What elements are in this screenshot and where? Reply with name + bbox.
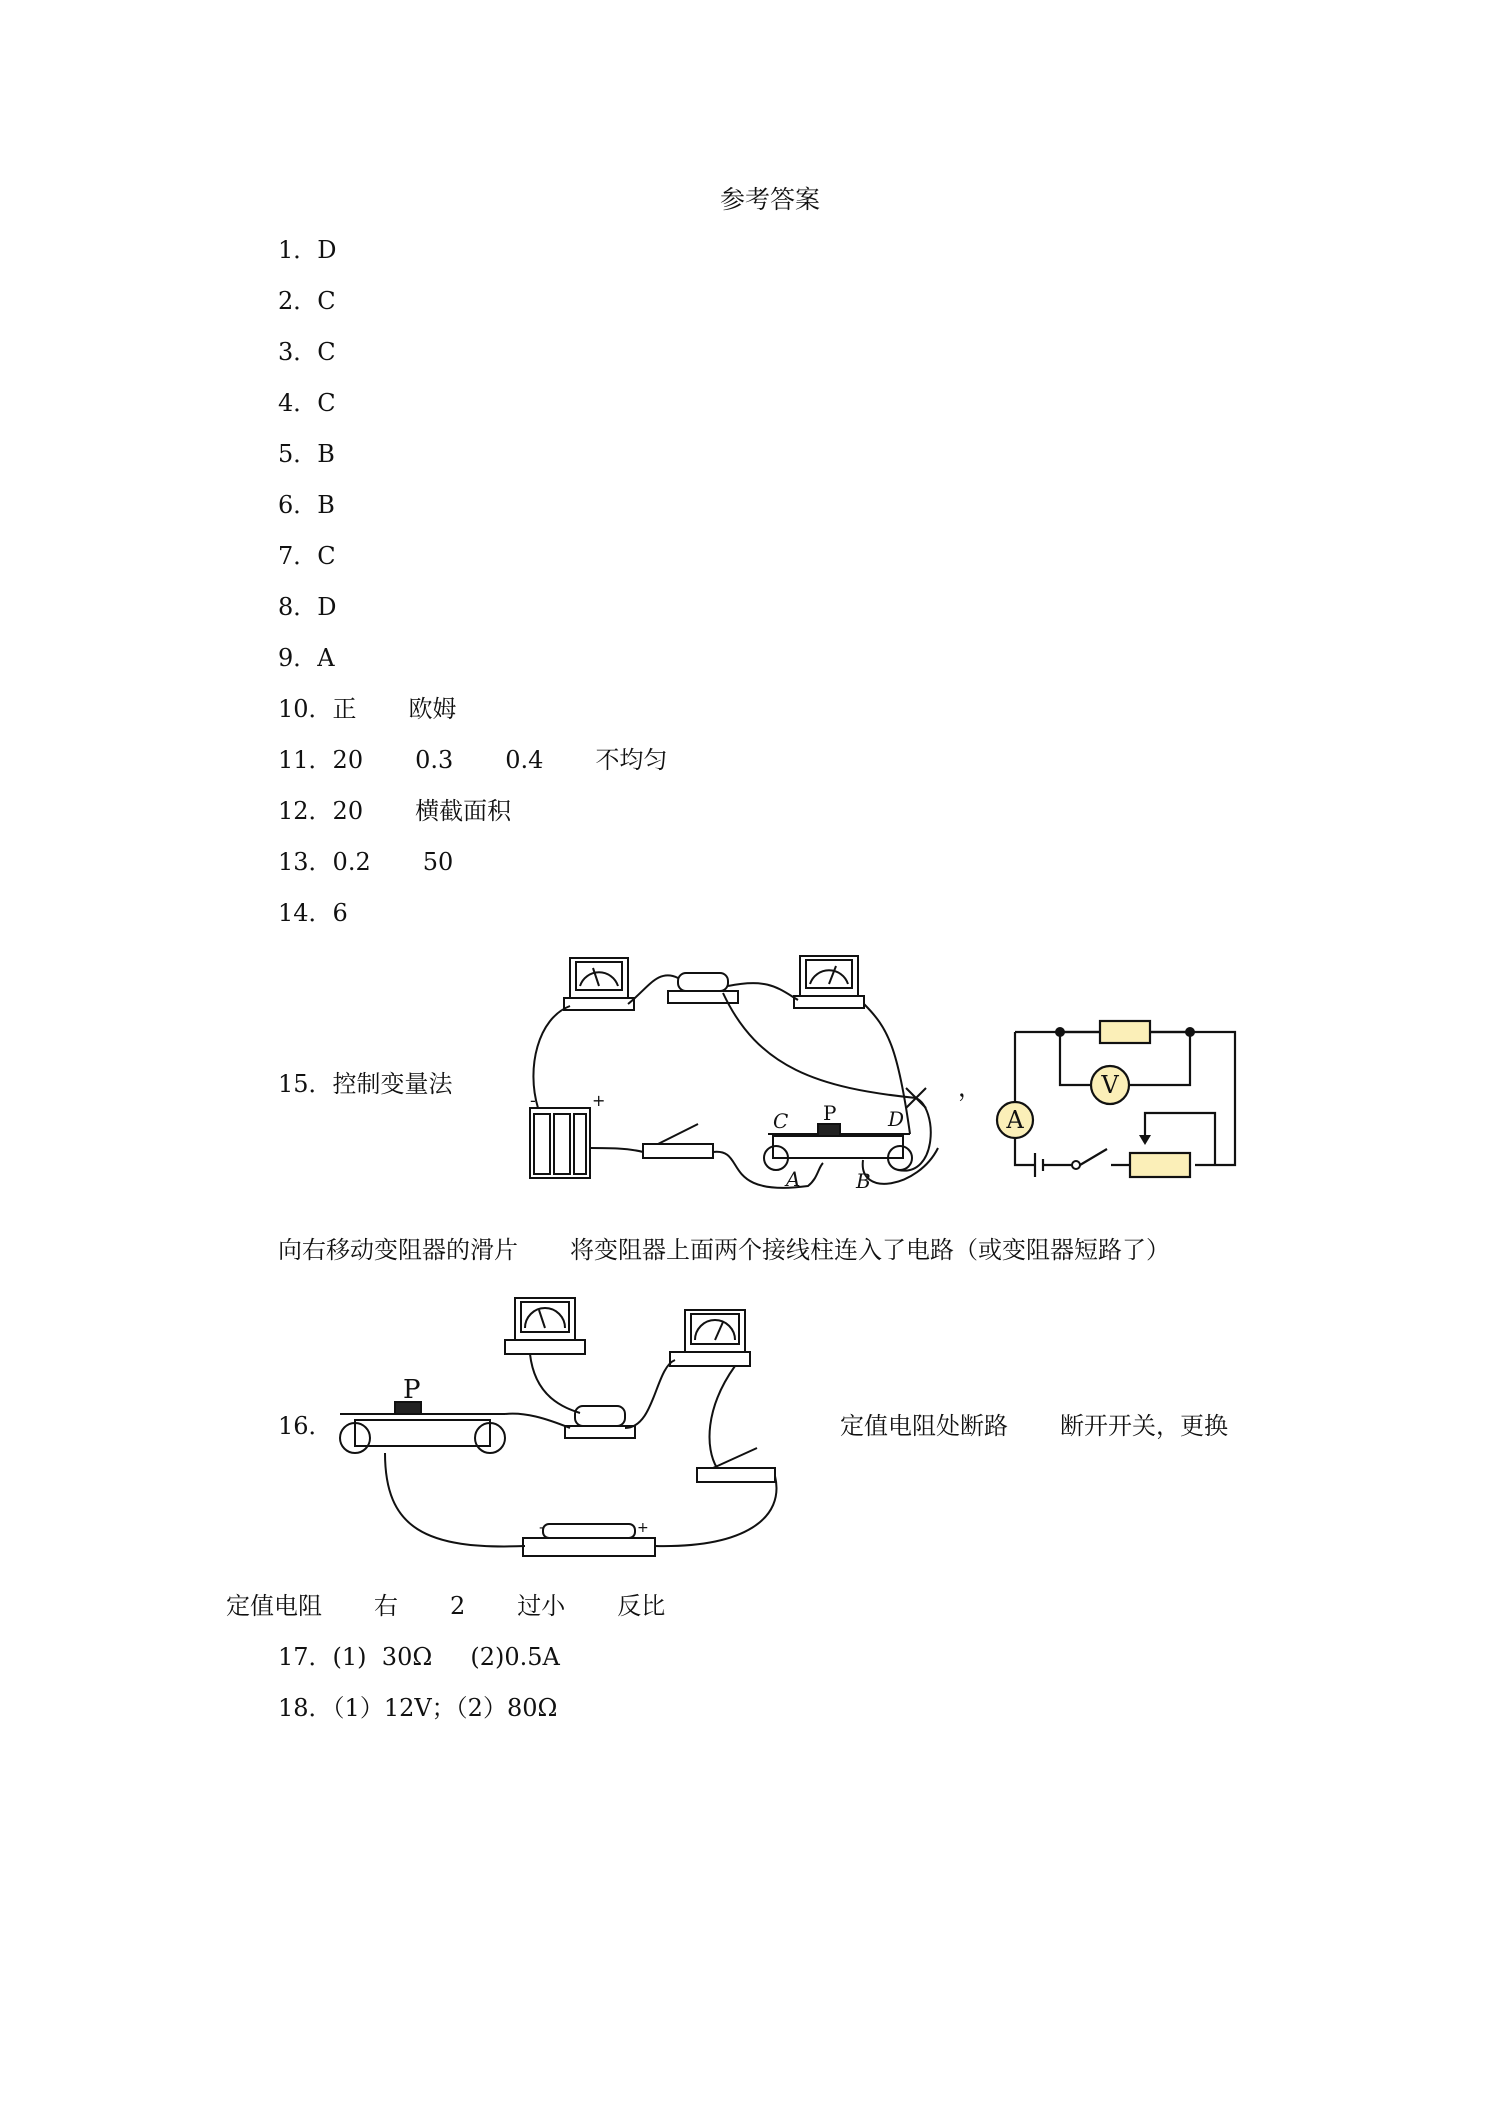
ammeter-label: A: [1006, 1106, 1024, 1134]
answer-15-text: 15．控制变量法: [278, 1070, 453, 1098]
answer-8: 8．D: [278, 593, 337, 621]
voltmeter-label: V: [1101, 1071, 1119, 1099]
battery-minus-label-16: -: [539, 1520, 545, 1536]
answer-14: 14．6: [278, 899, 348, 927]
answer-9: 9．A: [278, 644, 335, 672]
answer-13: 13．0.2 50: [278, 848, 454, 876]
answer-17: 17．(1) 30Ω (2)0.5A: [278, 1643, 560, 1671]
answer-7: 7．C: [278, 542, 336, 570]
label-p: P: [823, 1101, 837, 1125]
label-c: C: [773, 1109, 789, 1133]
answer-12: 12．20 横截面积: [278, 797, 512, 825]
answer-2: 2．C: [278, 287, 336, 315]
comma: ，: [958, 1074, 982, 1102]
label-b: B: [856, 1169, 871, 1193]
answer-18: 18．（1）12V；（2）80Ω: [278, 1694, 558, 1722]
answer-1: 1．D: [278, 236, 337, 264]
label-p-16: P: [403, 1375, 421, 1405]
resistor-icon: [1100, 1021, 1150, 1043]
answer-3: 3．C: [278, 338, 336, 366]
label-d: D: [888, 1107, 905, 1131]
rheostat-icon: [1130, 1153, 1190, 1177]
page-title: 参考答案: [719, 185, 820, 214]
answer-10: 10．正 欧姆: [278, 695, 457, 723]
answer-6: 6．B: [278, 491, 335, 519]
battery-minus-label: -: [530, 1091, 536, 1110]
answer-4: 4．C: [278, 389, 336, 417]
answer-5: 5．B: [278, 440, 335, 468]
answer-15-line2: 向右移动变阻器的滑片 将变阻器上面两个接线柱连入了电路（或变阻器短路了）: [278, 1236, 1170, 1264]
answer-11: 11．20 0.3 0.4 不均匀: [278, 746, 668, 774]
answer-16-line2: 定值电阻 右 2 过小 反比: [226, 1592, 666, 1620]
physical-circuit-figure-15: [518, 948, 958, 1193]
battery-plus-label: +: [592, 1091, 606, 1110]
physical-circuit-figure-16: [325, 1288, 785, 1578]
answer-16-text: 定值电阻处断路 断开开关，更换: [840, 1412, 1228, 1440]
circuit-diagram-15: [985, 985, 1255, 1185]
answer-16-num: 16．: [278, 1412, 333, 1440]
battery-plus-label-16: +: [637, 1520, 649, 1536]
label-a: A: [786, 1167, 801, 1191]
